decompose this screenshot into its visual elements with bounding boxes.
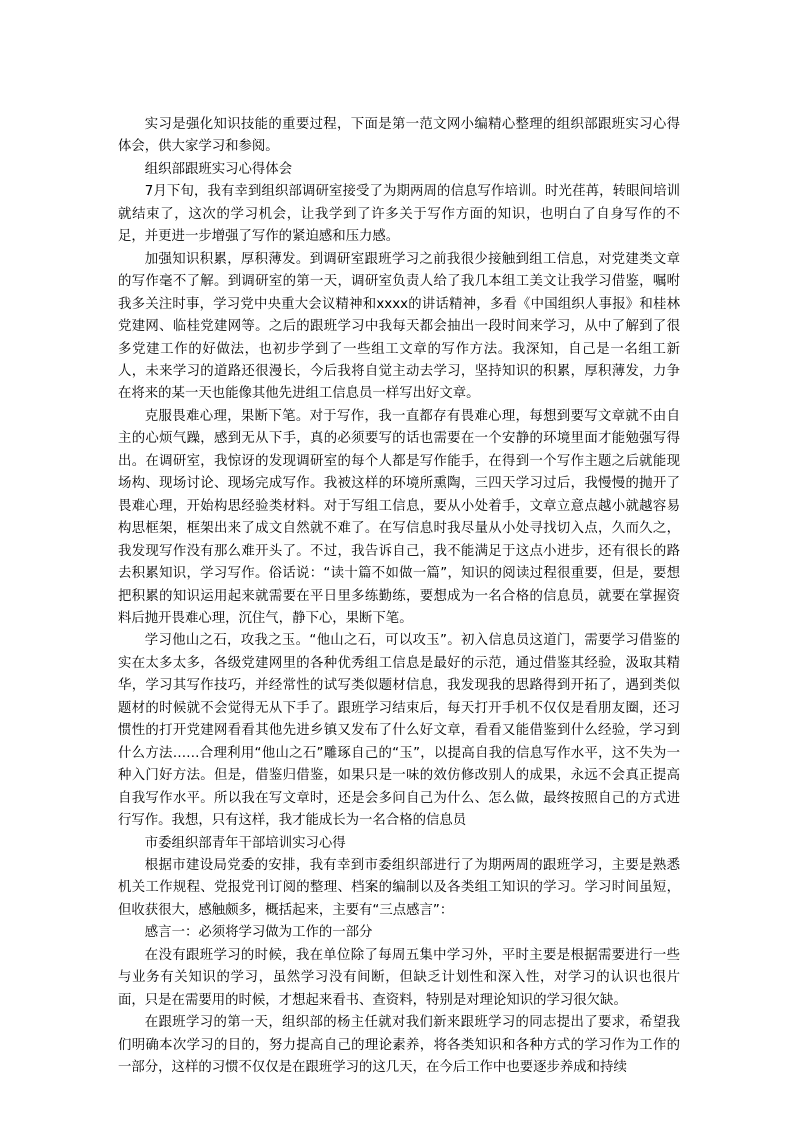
paragraph-learn-from-others: 学习他山之石，攻我之玉。“他山之石，可以攻玉”。初入信息员这道门，需要学习借鉴的实在太多太多，各级党建网里的各种优秀组工信息是最好的示范，通过借鉴其经验，汲取其精华，学习其写作技巧，并经常性的试写类似题材信息，我发现我的思路得到开拓了，遇到类似题材的时候就不会觉得无从下手了。跟班学习结束后，每天打开手机不仅仅是看朋友圈，还习惯性的打开党建网看看其他先进乡镇又发布了什么好文章，看看又能借鉴到什么经验，学习到什么方法……合理利用“他山之石”雕琢自己的“玉”，以提高自我的信息写作水平，这不失为一种入门好方法。但是，借鉴归借鉴，如果只是一味的效仿修改别人的成果，永远不会真正提高自我写作水平。所以我在写文章时，还是会多问自己为什么、怎么做，最终按照自己的方式进行写作。我想，只有这样，我才能成长为一名合格的信息员 <box>118 633 680 829</box>
section-heading-internship: 组织部跟班实习心得体会 <box>144 161 293 177</box>
document-page <box>118 114 680 1079</box>
paragraph-before-internship: 在没有跟班学习的时候，我在单位除了每周五集中学习外，平时主要是根据需要进行一些与业务有关知识的学习，虽然学习没有间断，但缺乏计划性和深入性，对学习的认识也很片面，只是在需要用的时候，才想起来看书、查资料，特别是对理论知识的学习很欠缺。 <box>118 947 680 1008</box>
paragraph-knowledge-accumulation: 加强知识积累，厚积薄发。到调研室跟班学习之前我很少接触到组工信息，对党建类文章的写作毫不了解。到调研室的第一天，调研室负责人给了我几本组工美文让我学习借鉴，嘱咐我多关注时事，学习党中央重大会议精神和xxxx的讲话精神，多看《中国组织人事报》和桂林党建网、临桂党建网等。之后的跟班学习中我每天都会抽出一段时间来学习，从中了解到了很多党建工作的好做法，也初步学到了一些组工文章的写作方法。我深知，自己是一名组工新人，未来学习的道路还很漫长，今后我将自觉主动去学习，坚持知识的积累，厚积薄发，力争在将来的某一天也能像其他先进组工信息员一样写出好文章。 <box>118 251 680 402</box>
section-heading-youth-training: 市委组织部青年干部培训实习心得 <box>144 835 346 851</box>
intro-paragraph: 实习是强化知识技能的重要过程，下面是第一范文网小编精心整理的组织部跟班实习心得体会，供大家学习和参阅。 <box>118 117 680 155</box>
subheading-insight-one: 感言一：必须将学习做为工作的一部分 <box>144 925 373 941</box>
paragraph-overcome-fear: 克服畏难心理，果断下笔。对于写作，我一直都存有畏难心理，每想到要写文章就不由自主的心烦气躁，感到无从下手，真的必须要写的话也需要在一个安静的环境里面才能勉强写得出。在调研室，我惊讶的发现调研室的每个人都是写作能手，在得到一个写作主题之后就能现场构、现场讨论、现场完成写作。我被这样的环境所熏陶，三四天学习过后，我慢慢的抛开了畏难心理，开始构思经验类材料。对于写组工信息，要从小处着手，文章立意点越小就越容易构思框架，框架出来了成文自然就不难了。在写信息时我尽量从小处寻找切入点，久而久之，我发现写作没有那么难开头了。不过，我告诉自己，我不能满足于这点小进步，还有很长的路去积累知识，学习写作。俗话说：“读十篇不如做一篇”，知识的阅读过程很重要，但是，要想把积累的知识运用起来就需要在平日里多练勤练，要想成为一名合格的信息员，就要在掌握资料后抛开畏难心理，沉住气，静下心，果断下笔。 <box>118 408 680 626</box>
paragraph-first-day: 在跟班学习的第一天，组织部的杨主任就对我们新来跟班学习的同志提出了要求，希望我们明确本次学习的目的，努力提高自己的理论素养，将各类知识和各种方式的学习作为工作的一部分，这样的习惯不仅仅是在跟班学习的这几天，在今后工作中也要逐步养成和持续 <box>118 1015 680 1076</box>
paragraph-training-intro: 7月下旬，我有幸到组织部调研室接受了为期两周的信息写作培训。时光荏苒，转眼间培训就结束了，这次的学习机会，让我学到了许多关于写作方面的知识，也明白了自身写作的不足，并更进一步增强了写作的紧迫感和压力感。 <box>118 184 680 245</box>
paragraph-arrangement: 根据市建设局党委的安排，我有幸到市委组织部进行了为期两周的跟班学习，主要是熟悉机关工作规程、党报党刊订阅的整理、档案的编制以及各类组工知识的学习。学习时间虽短，但收获很大，感触颇多，概括起来，主要有“三点感言”： <box>118 857 680 918</box>
